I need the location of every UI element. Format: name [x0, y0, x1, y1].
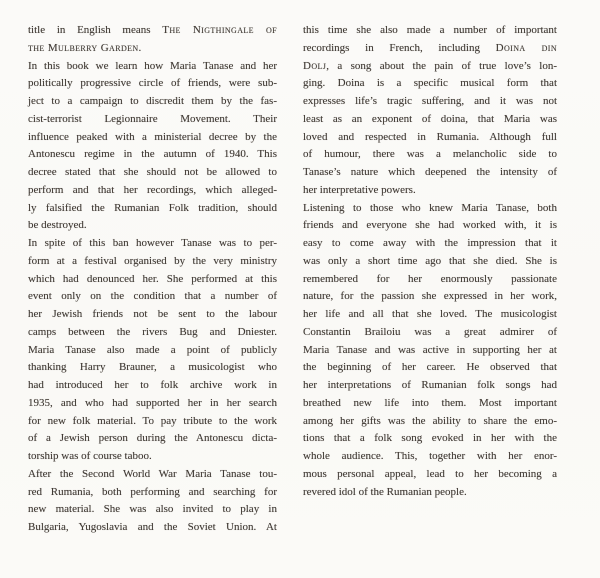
text-line [303, 413, 557, 431]
text-line [28, 324, 277, 342]
text-line [28, 40, 277, 58]
text-run: of a Jewish person during the Antonescu dicta- [28, 432, 277, 445]
text-line [28, 75, 277, 93]
text-run: for new folk material. To pay tribute to the work [28, 414, 277, 427]
text-line [28, 217, 277, 235]
text-run: , a song about the pain of true love’s lon- [326, 59, 557, 72]
text-line [303, 484, 557, 502]
small-caps-text: The Nigthingale of [162, 24, 277, 36]
text-run: thanking Harry Brauner, a musicologist who [28, 361, 277, 374]
text-line [303, 395, 557, 413]
text-run: had introduced her to folk archive work in [28, 379, 277, 391]
text-line [28, 466, 277, 484]
text-run: recordings in French, including [303, 41, 496, 54]
text-line [28, 58, 277, 76]
text-run: which had denounced her. She performed at this [28, 272, 277, 285]
text-run: cist-terrorist Legionnaire Movement. Their [28, 112, 277, 125]
paragraph [28, 58, 277, 236]
text-line [28, 200, 277, 218]
text-run: ject to a campaign to discredit them by the fas- [28, 95, 277, 107]
text-run: Maria Tanase also made a point of publicly [28, 343, 277, 356]
text-run: remembered for her enormously passionate [303, 272, 557, 285]
text-run: red Rumania, both performing and searching for [28, 485, 277, 498]
paragraph [28, 466, 277, 537]
text-run: least as an exponent of doina, that Maria was [303, 112, 557, 125]
text-run: In spite of this ban however Tanase was to per- [28, 237, 277, 249]
text-line [28, 306, 277, 324]
text-line [28, 501, 277, 519]
text-run: Constantin Brailoiu was a great admirer of [303, 325, 557, 338]
text-line [28, 164, 277, 182]
text-line [28, 146, 277, 164]
text-line [303, 377, 557, 395]
text-line [303, 22, 557, 40]
text-run: her Jewish friends not be sent to the labour [28, 308, 277, 320]
text-line [303, 200, 557, 218]
text-line [303, 306, 557, 324]
text-run: expresses life’s tragic suffering, and it was not [303, 95, 557, 107]
text-line [303, 75, 557, 93]
text-run: In this book we learn how Maria Tanase and her [28, 59, 277, 72]
text-line [303, 448, 557, 466]
text-line [28, 484, 277, 502]
text-line [303, 342, 557, 360]
text-run: decree stated that she should not be allowed to [28, 166, 277, 178]
text-column-right [303, 22, 557, 501]
text-line [28, 93, 277, 111]
paragraph [303, 200, 557, 502]
paragraph [303, 22, 557, 200]
text-line [303, 359, 557, 377]
text-run: her life and all that she loved. The musicologist [303, 308, 557, 320]
text-line [303, 146, 557, 164]
text-run: Listening to those who knew Maria Tanase, both [303, 201, 557, 214]
text-run: tions that a folk song evoked in her with the [303, 432, 557, 445]
text-run: form at a festival organised by the very ministry [28, 254, 277, 267]
text-line [28, 129, 277, 147]
text-line [28, 395, 277, 413]
text-run: revered idol of the Rumanian people. [303, 485, 467, 498]
text-line [28, 359, 277, 377]
text-run: friends and everyone she had worked with, it is [303, 219, 557, 232]
text-line [28, 413, 277, 431]
text-line [28, 111, 277, 129]
text-line [303, 466, 557, 484]
text-run: camps between the rivers Bug and Dniester. [28, 325, 277, 338]
text-run: be destroyed. [28, 219, 87, 232]
text-run: Antonescu regime in the autumn of 1940. This [28, 148, 277, 161]
text-column-left [28, 22, 277, 537]
text-run: After the Second World War Maria Tanase tou- [28, 467, 277, 480]
text-line [303, 58, 557, 76]
text-run: perform and that her recordings, which alleged- [28, 183, 277, 196]
small-caps-text: Doina din [495, 41, 557, 54]
text-line [303, 271, 557, 289]
text-run: whole audience. This, together with her enor- [303, 450, 557, 462]
text-line [28, 342, 277, 360]
text-run: Maria Tanase and was active in supporting her at [303, 343, 557, 356]
text-run: nature, for the passion she expressed in her work, [303, 290, 557, 303]
text-run: breathed new life into them. Most important [303, 396, 557, 409]
text-line [28, 377, 277, 395]
text-line [28, 448, 277, 466]
text-line [28, 519, 277, 537]
text-line [303, 182, 557, 200]
text-line [28, 235, 277, 253]
text-run: torship was of course taboo. [28, 450, 152, 462]
text-line [303, 235, 557, 253]
text-line [303, 217, 557, 235]
text-run: ging. Doina is a specific musical form that [303, 77, 557, 90]
small-caps-text: Dolj [303, 59, 327, 72]
text-run: loved and respected in Rumania. Although full [303, 130, 557, 143]
text-run: Bulgaria, Yugoslavia and the Soviet Union. At [28, 521, 277, 533]
text-line [303, 111, 557, 129]
text-run: this time she also made a number of important [303, 24, 557, 36]
text-run: politically progressive circle of friends, were sub- [28, 77, 277, 90]
text-run: mous personal appeal, lead to her becoming a [303, 467, 557, 480]
text-run: among her gifts was the ability to share the emo- [303, 414, 557, 427]
text-run: influence peaked with a ministerial decree by the [28, 130, 277, 143]
text-run: title in English means [28, 24, 163, 36]
text-run: Tanase’s nature which deepened the intensity of [303, 166, 557, 178]
text-run: was only a short time ago that she died. She is [303, 254, 557, 267]
text-run: event only on the condition that a number of [28, 290, 277, 303]
text-run: new material. She was also invited to play in [28, 503, 277, 516]
text-line [28, 288, 277, 306]
text-line [303, 253, 557, 271]
text-line [303, 430, 557, 448]
text-run: easy to come away with the impression that it [303, 237, 557, 249]
text-line [28, 22, 277, 40]
text-line [28, 271, 277, 289]
paragraph [28, 235, 277, 466]
text-line [303, 93, 557, 111]
text-line [303, 324, 557, 342]
text-line [303, 288, 557, 306]
text-run: her interpretations of Rumanian folk songs had [303, 379, 557, 391]
text-line [303, 164, 557, 182]
text-line [303, 40, 557, 58]
small-caps-text: the Mulberry Garden. [28, 41, 142, 54]
text-run: her interpretative powers. [303, 183, 416, 196]
text-line [303, 129, 557, 147]
text-run: ly falsified the Rumanian Folk tradition, should [28, 201, 277, 214]
text-run: 1935, and who had supported her in her search [28, 396, 277, 409]
text-line [28, 253, 277, 271]
paragraph [28, 22, 277, 58]
text-run: of humour, there was a melancholic side to [303, 148, 557, 161]
text-line [28, 182, 277, 200]
text-run: the beginning of her career. He observed that [303, 361, 557, 374]
text-line [28, 430, 277, 448]
